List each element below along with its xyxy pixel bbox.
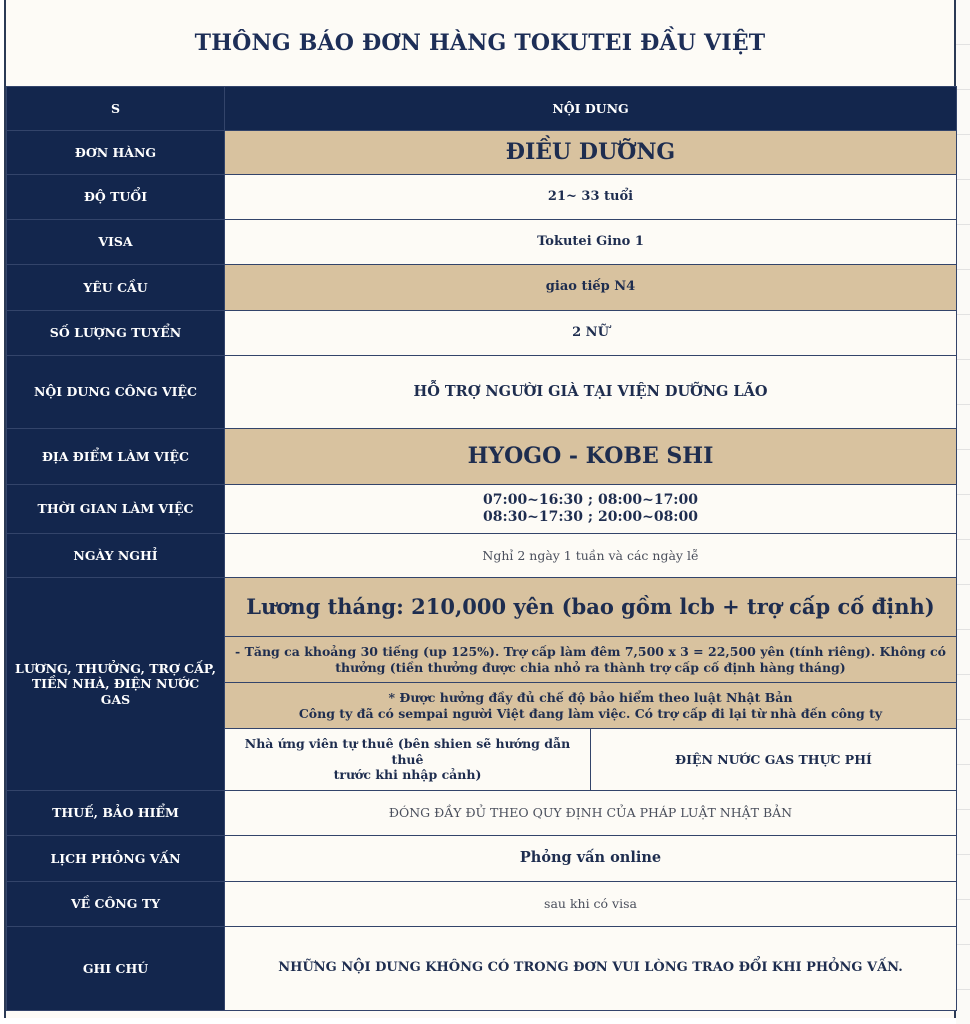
- company-arrival-value: sau khi có visa: [225, 882, 957, 927]
- row-ghi-chu: [7, 927, 957, 1011]
- header-col-label: S: [7, 87, 225, 131]
- tax-insurance-value: ĐÓNG ĐẦY ĐỦ THEO QUY ĐỊNH CỦA PHÁP LUẬT NHẬT BẢN: [225, 791, 957, 836]
- header-col-content: NỘI DUNG: [225, 87, 957, 131]
- job-details-table: [6, 86, 957, 1011]
- row-label: YÊU CẦU: [7, 265, 225, 311]
- order-type-value: ĐIỀU DƯỠNG: [225, 131, 957, 175]
- row-noi-dung-cong-viec: [7, 356, 957, 429]
- row-label-salary: [7, 578, 225, 791]
- spreadsheet-grid-background: [956, 0, 970, 1024]
- row-don-hang: [7, 131, 957, 175]
- utilities-value: ĐIỆN NƯỚC GAS THỰC PHÍ: [591, 729, 957, 791]
- overtime-line-1: - Tăng ca khoảng 30 tiếng (up 125%). Trợ cấp làm đêm 7,500 x 3 = 22,500 yên (tính riêng). Không có: [235, 643, 946, 659]
- row-ngay-nghi: [7, 534, 957, 578]
- overtime-line-2: thưởng (tiền thưởng được chia nhỏ ra thành trợ cấp cố định hàng tháng): [335, 659, 846, 675]
- salary-label-line-1: LƯƠNG, THƯỞNG, TRỢ CẤP,: [15, 660, 216, 676]
- location-value: HYOGO - KOBE SHI: [225, 429, 957, 485]
- row-visa: [7, 220, 957, 265]
- note-value: NHỮNG NỘI DUNG KHÔNG CÓ TRONG ĐƠN VUI LÒNG TRAO ĐỔI KHI PHỎNG VẤN.: [225, 927, 957, 1011]
- job-notice-sheet: [4, 0, 956, 1018]
- row-do-tuoi: [7, 175, 957, 220]
- row-ve-cong-ty: [7, 882, 957, 927]
- row-dia-diem: [7, 429, 957, 485]
- page-title: THÔNG BÁO ĐƠN HÀNG TOKUTEI ĐẦU VIỆT: [6, 0, 954, 88]
- overtime-value: [225, 637, 957, 683]
- housing-line-2: trước khi nhập cảnh): [333, 767, 482, 783]
- row-thue: [7, 791, 957, 836]
- row-label: LỊCH PHỎNG VẤN: [7, 836, 225, 882]
- age-value: 21~ 33 tuổi: [225, 175, 957, 220]
- row-label: ĐỘ TUỔI: [7, 175, 225, 220]
- requirement-value: giao tiếp N4: [225, 265, 957, 311]
- insurance-benefit-value: [225, 683, 957, 729]
- interview-schedule-value: Phỏng vấn online: [225, 836, 957, 882]
- row-luong-salary: [7, 578, 957, 637]
- days-off-value: Nghỉ 2 ngày 1 tuần và các ngày lễ: [225, 534, 957, 578]
- row-label: ĐƠN HÀNG: [7, 131, 225, 175]
- row-label: NỘI DUNG CÔNG VIỆC: [7, 356, 225, 429]
- row-label: GHI CHÚ: [7, 927, 225, 1011]
- row-label: THỜI GIAN LÀM VIỆC: [7, 485, 225, 534]
- housing-value: [225, 729, 591, 791]
- row-label: ĐỊA ĐIỂM LÀM VIỆC: [7, 429, 225, 485]
- working-hours-line-1: 07:00~16:30 ; 08:00~17:00: [483, 491, 698, 508]
- visa-value: Tokutei Gino 1: [225, 220, 957, 265]
- job-description-value: HỖ TRỢ NGƯỜI GIÀ TẠI VIỆN DƯỠNG LÃO: [225, 356, 957, 429]
- insurance-line-1: * Được hưởng đầy đủ chế độ bảo hiểm theo luật Nhật Bản: [388, 689, 793, 705]
- row-lich-phong-van: [7, 836, 957, 882]
- quantity-value: 2 NỮ: [225, 311, 957, 356]
- table-header-row: [7, 87, 957, 131]
- salary-label-line-2: TIỀN NHÀ, ĐIỆN NƯỚC GAS: [31, 676, 200, 707]
- row-label: SỐ LƯỢNG TUYỂN: [7, 311, 225, 356]
- working-hours-value: [225, 485, 957, 534]
- row-label: VỀ CÔNG TY: [7, 882, 225, 927]
- insurance-line-2: Công ty đã có sempai người Việt đang làm việc. Có trợ cấp đi lại từ nhà đến công ty: [298, 705, 883, 721]
- row-label: NGÀY NGHỈ: [7, 534, 225, 578]
- monthly-salary-value: Lương tháng: 210,000 yên (bao gồm lcb + trợ cấp cố định): [225, 578, 957, 637]
- row-label: VISA: [7, 220, 225, 265]
- row-thoi-gian: [7, 485, 957, 534]
- housing-line-1: Nhà ứng viên tự thuê (bên shien sẽ hướng dẫn thuê: [244, 736, 571, 767]
- row-so-luong: [7, 311, 957, 356]
- row-yeu-cau: [7, 265, 957, 311]
- working-hours-line-2: 08:30~17:30 ; 20:00~08:00: [483, 509, 698, 525]
- row-label: THUẾ, BẢO HIỂM: [7, 791, 225, 836]
